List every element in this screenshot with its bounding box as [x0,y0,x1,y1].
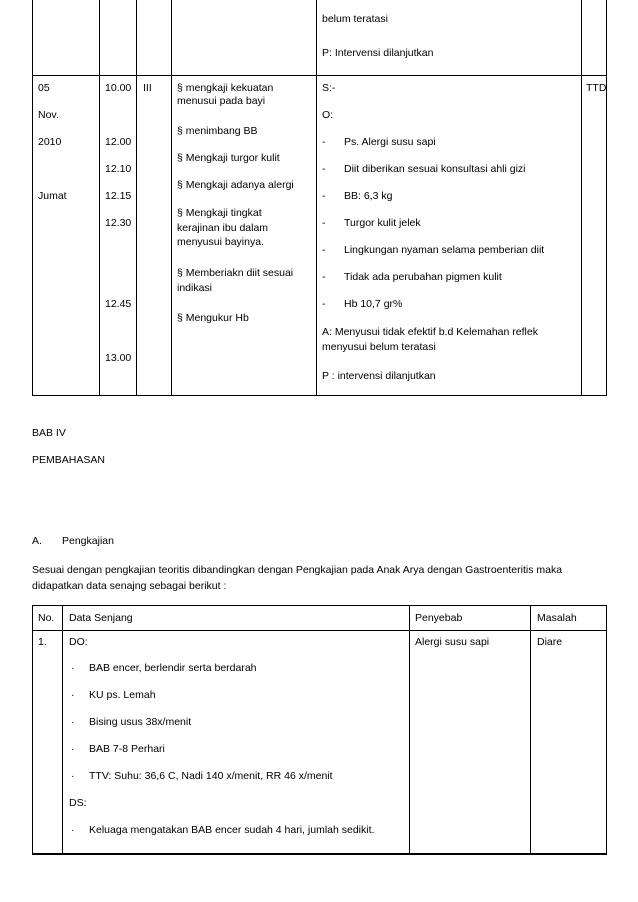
action-item: § Memberiakn diit sesuai indikasi [177,267,294,294]
objective-data-item: BAB encer, berlendir serta berdarah [89,662,257,674]
subjective-data-item: Keluaga mengatakan BAB encer sudah 4 hari, jumlah sedikit. [89,824,375,836]
eval-objective-item: Diit diberikan sesuai konsultasi ahli gizi [344,163,526,175]
time-entry: 12.30 [105,217,132,229]
bullet: · [71,824,75,836]
action-item: § mengkaji kekuatan menusui pada bayi [177,82,274,107]
bullet: · [71,662,75,674]
eval-objective: O: [322,109,334,121]
signature-label: TTD [586,82,607,94]
eval-dash: - [322,190,326,202]
row-number: 1. [38,636,47,648]
action-item: § Mengkaji adanya alergi [177,179,294,191]
bullet: · [71,770,75,782]
eval-plan: P : intervensi dilanjutkan [322,370,436,382]
subjective-data-label: DS: [69,797,87,809]
problem-value: Diare [537,636,563,648]
eval-dash: - [322,271,326,283]
action-item: § Mengukur Hb [177,312,249,324]
eval-dash: - [322,136,326,148]
column-header-problem: Masalah [537,612,577,624]
eval-objective-item: Ps. Alergi susu sapi [344,136,436,148]
objective-data-item: Bising usus 38x/menit [89,716,192,728]
bullet: · [71,716,75,728]
objective-data-item: BAB 7-8 Perhari [89,743,165,755]
cause-value: Alergi susu sapi [415,636,490,648]
eval-dash: - [322,244,326,256]
eval-objective-item: Hb 10,7 gr% [344,298,403,310]
bullet: · [71,743,75,755]
diagnosis-number: III [143,82,152,94]
objective-data-label: DO: [69,636,88,648]
chapter-number: BAB IV [32,427,66,439]
time-entry: 13.00 [105,352,132,364]
eval-continuation-2: P: Intervensi dilanjutkan [322,47,434,59]
date-weekday: Jumat [38,190,67,202]
time-entry: 12.10 [105,163,132,175]
eval-assessment: A: Menyusui tidak efektif b.d Kelemahan reflek menyusui belum teratasi [322,326,538,353]
section-heading: Pengkajian [62,535,114,547]
column-header-no: No. [38,612,55,624]
eval-dash: - [322,298,326,310]
eval-objective-item: Lingkungan nyaman selama pemberian diit [344,244,545,256]
eval-subjective: S:- [322,82,336,94]
date-year: 2010 [38,136,62,148]
objective-data-item: KU ps. Lemah [89,689,156,701]
date-day: 05 [38,82,50,94]
time-entry: 12.15 [105,190,132,202]
section-intro: Sesuai dengan pengkajian teoritis dibandingkan dengan Pengkajian pada Anak Arya dengan Gastroenteritis maka didapatkan data senajng sebagai berikut : [32,564,563,592]
section-letter: A. [32,535,42,547]
time-entry: 12.00 [105,136,132,148]
chapter-title: PEMBAHASAN [32,454,105,466]
eval-objective-item: Tidak ada perubahan pigmen kulit [344,271,502,283]
objective-data-item: TTV: Suhu: 36,6 C, Nadi 140 x/menit, RR 46 x/menit [89,770,333,782]
eval-dash: - [322,217,326,229]
action-item: § Mengkaji tingkat kerajinan ibu dalam menyusui bayinya. [177,207,269,248]
date-month: Nov. [38,109,59,121]
action-item: § Mengkaji turgor kulit [177,152,280,164]
action-item: § menimbang BB [177,125,258,137]
time-entry: 12.45 [105,298,132,310]
eval-continuation-1: belum teratasi [322,13,388,25]
eval-dash: - [322,163,326,175]
column-header-data: Data Senjang [69,612,133,624]
eval-objective-item: Turgor kulit jelek [344,217,421,229]
time-entry: 10.00 [105,82,132,94]
eval-objective-item: BB: 6,3 kg [344,190,393,202]
column-header-cause: Penyebab [415,612,463,624]
bullet: · [71,689,75,701]
